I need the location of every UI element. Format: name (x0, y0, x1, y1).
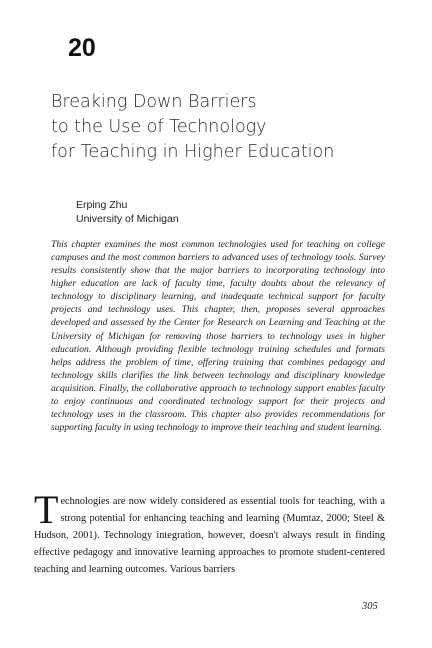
body-paragraph (34, 487, 385, 578)
chapter-title (51, 90, 334, 165)
chapter-number: 20 (68, 34, 96, 62)
chapter-title-line: to the Use of Technology (51, 117, 267, 137)
body-paragraph-text: echnologies are now widely considered as essential tools for teaching, with a strong potential for enhancing teaching and learning (Mumtaz, 2000; Steel & Hudson, 2001). Technology integration, however, doesn't always result in finding effective pedagogy and innovative learning approaches to promote student-centered teaching and learning outcomes. Various barriers (34, 496, 385, 575)
author-block (76, 198, 179, 226)
author-name: Erping Zhu (76, 199, 128, 211)
chapter-title-line: for Teaching in Higher Education (51, 142, 335, 162)
chapter-abstract: This chapter examines the most common technologies used for teaching on college campuses and the most common barriers to advanced uses of technology tools. Survey results consistently show that the major barriers to incorporating technology into higher education are lack of faculty time, faculty doubts about the relevancy of technology to disciplinary learning, and inadequate technical support for faculty projects and technology uses. This chapter, then, proposes several approaches developed and assessed by the Center for Research on Learning and Teaching at the University of Michigan for removing those barriers to technology uses in higher education. Although providing flexible technology training schedules and formats helps address the problem of time, offering training that combines pedagogy and technology skills clarifies the link between technology and disciplinary knowledge acquisition. Finally, the collaborative approach to technology support enables faculty to enjoy continuous and coordinated technology support for their projects and technology uses in the classroom. This chapter also provides recommendations for supporting faculty in using technology to improve their teaching and student learning. (51, 239, 385, 434)
page-number: 305 (362, 601, 378, 612)
author-affiliation: University of Michigan (76, 213, 179, 225)
drop-cap: T (34, 487, 59, 532)
chapter-title-line: Breaking Down Barriers (51, 92, 257, 112)
